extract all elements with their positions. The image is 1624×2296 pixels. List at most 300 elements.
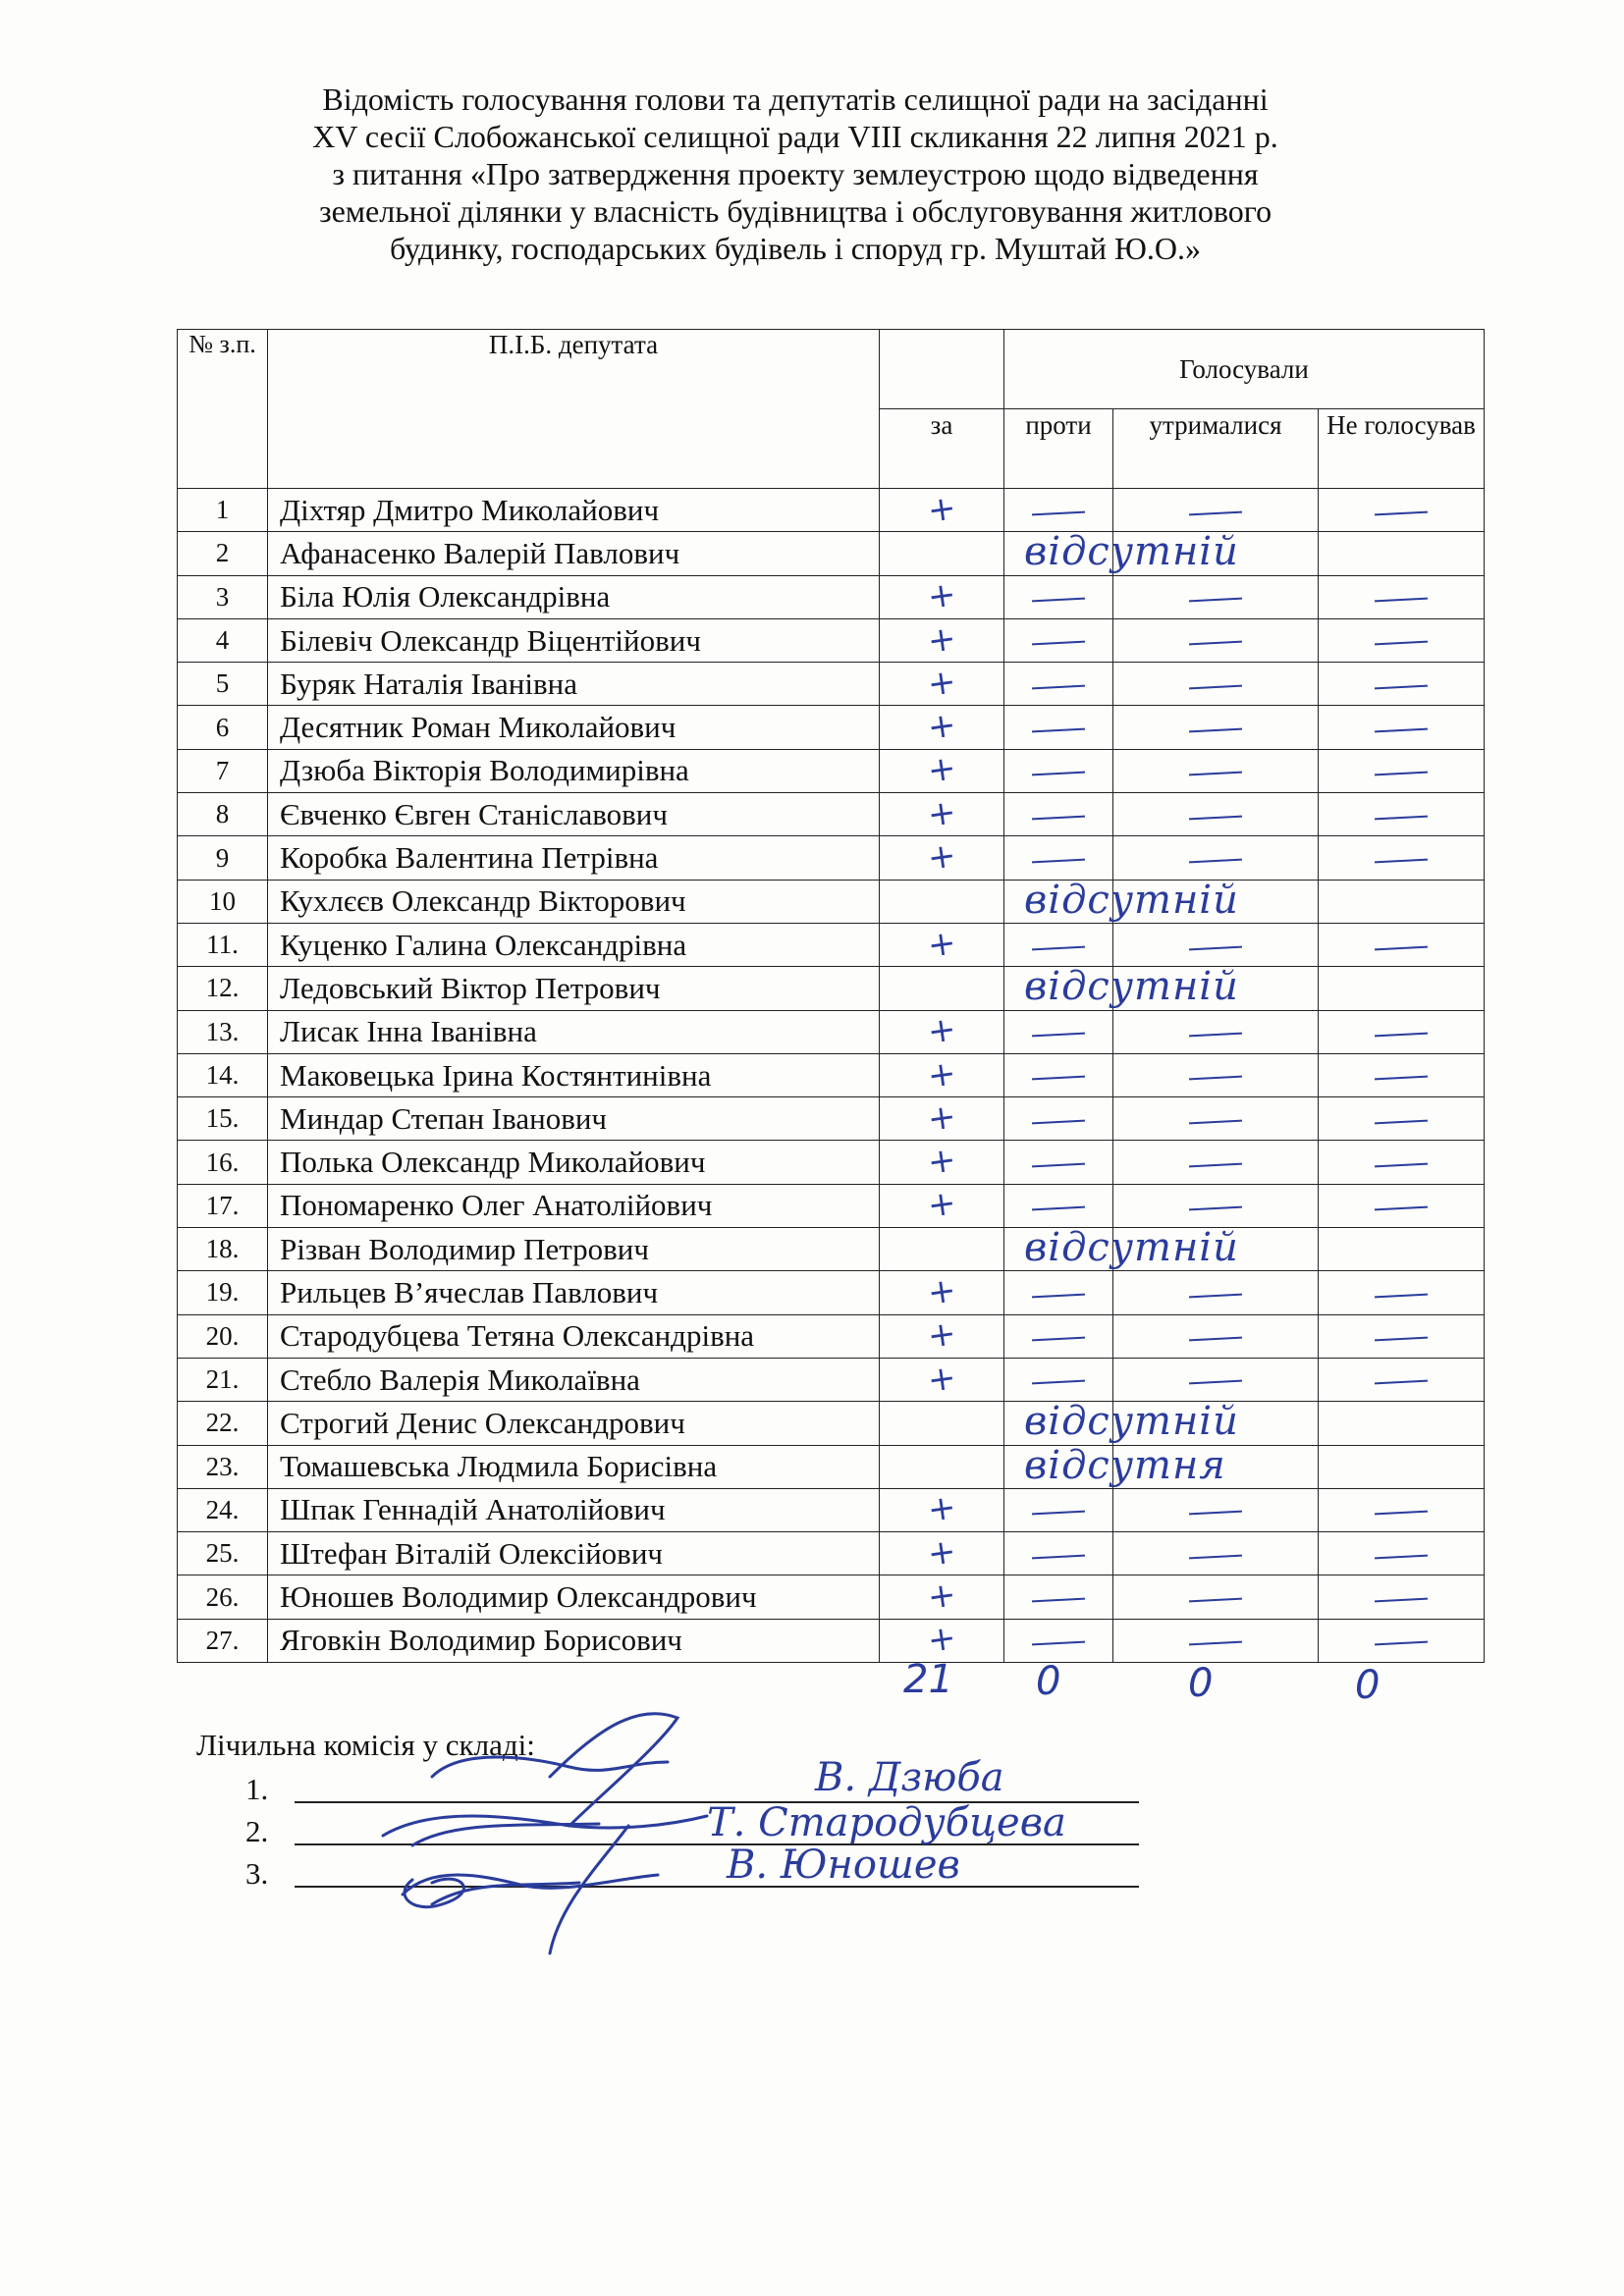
dash-mark — [1032, 1337, 1085, 1342]
absent-note: відсутній — [1024, 964, 1239, 1010]
dash-mark — [1189, 945, 1242, 950]
vote-for-cell — [880, 706, 1004, 749]
vote-not-voted-cell — [1319, 706, 1485, 749]
table-row — [178, 1402, 1485, 1445]
vote-not-voted-cell — [1319, 489, 1485, 532]
vote-not-voted-cell — [1319, 1358, 1485, 1401]
vote-abstained-cell — [1113, 618, 1319, 662]
dash-mark — [1032, 815, 1085, 820]
dash-mark — [1189, 1163, 1242, 1168]
vote-for-cell — [880, 1575, 1004, 1619]
deputy-name: Рильцев В’ячеслав Павлович — [268, 1271, 880, 1314]
total-for: 21 — [903, 1657, 953, 1702]
absent-note: відсутня — [1024, 1442, 1226, 1488]
vote-for-cell — [880, 575, 1004, 618]
vote-abstained-cell — [1113, 1053, 1319, 1096]
table-row — [178, 489, 1485, 532]
vote-for-cell — [880, 618, 1004, 662]
vote-for-cell — [880, 1488, 1004, 1531]
vote-not-voted-cell — [1319, 749, 1485, 792]
deputy-name: Полька Олександр Миколайович — [268, 1141, 880, 1184]
plus-mark: + — [925, 1313, 958, 1358]
dash-mark — [1032, 684, 1085, 689]
table-row — [178, 880, 1485, 923]
dash-mark — [1032, 598, 1085, 603]
header-voted: Голосували — [1004, 330, 1485, 409]
dash-mark — [1032, 772, 1085, 776]
row-number: 23. — [178, 1445, 268, 1488]
vote-for-cell — [880, 1445, 1004, 1488]
vote-against-cell — [1004, 1532, 1113, 1575]
vote-not-voted-cell — [1319, 1314, 1485, 1358]
table-row — [178, 749, 1485, 792]
dash-mark — [1032, 1511, 1085, 1516]
plus-mark: + — [925, 791, 958, 835]
dash-mark — [1189, 598, 1242, 603]
vote-against-cell — [1004, 1358, 1113, 1401]
dash-mark — [1189, 1119, 1242, 1124]
dash-mark — [1375, 772, 1428, 776]
dash-mark — [1375, 1033, 1428, 1038]
vote-abstained-cell — [1113, 575, 1319, 618]
deputy-name: Миндар Степан Іванович — [268, 1097, 880, 1141]
vote-for-cell — [880, 836, 1004, 880]
deputy-name: Стебло Валерія Миколаївна — [268, 1358, 880, 1401]
commission-member-1 — [245, 1772, 285, 1807]
absent-note: відсутній — [1024, 877, 1239, 923]
commission-member-2 — [245, 1814, 285, 1849]
vote-not-voted-cell — [1319, 880, 1485, 923]
plus-mark: + — [925, 1357, 958, 1401]
dash-mark — [1189, 772, 1242, 776]
dash-mark — [1375, 1206, 1428, 1211]
row-number: 18. — [178, 1228, 268, 1271]
plus-mark: + — [925, 835, 958, 879]
vote-abstained-cell — [1113, 836, 1319, 880]
dash-mark — [1375, 510, 1428, 515]
table-row — [178, 532, 1485, 575]
dash-mark — [1375, 1641, 1428, 1646]
member-name-handwritten: Т. Стародубцева — [707, 1800, 1066, 1845]
dash-mark — [1189, 1554, 1242, 1559]
vote-for-cell — [880, 1141, 1004, 1184]
row-number: 15. — [178, 1097, 268, 1141]
row-number: 26. — [178, 1575, 268, 1619]
table-body — [178, 489, 1485, 1663]
vote-for-cell — [880, 1532, 1004, 1575]
plus-mark: + — [925, 1487, 958, 1531]
total-not-voted: 0 — [1355, 1663, 1380, 1708]
plus-mark: + — [925, 662, 958, 705]
dash-mark — [1375, 1293, 1428, 1298]
vote-not-voted-cell — [1319, 1141, 1485, 1184]
dash-mark — [1032, 1163, 1085, 1168]
header-blank — [880, 330, 1004, 409]
title-line: будинку, господарських будівель і споруд гр. Муштай Ю.О.» — [389, 231, 1202, 266]
dash-mark — [1032, 858, 1085, 863]
member-number: 3. — [245, 1856, 269, 1891]
vote-abstained-cell — [1113, 967, 1319, 1010]
dash-mark — [1375, 728, 1428, 733]
vote-abstained-cell — [1113, 880, 1319, 923]
deputy-name: Буряк Наталія Іванівна — [268, 663, 880, 706]
header-abstained: утрималися — [1113, 409, 1319, 489]
vote-against-cell — [1004, 706, 1113, 749]
row-number: 11. — [178, 923, 268, 966]
absent-note: відсутній — [1024, 1225, 1239, 1271]
dash-mark — [1032, 945, 1085, 950]
table-row — [178, 1097, 1485, 1141]
row-number: 5 — [178, 663, 268, 706]
dash-mark — [1189, 1511, 1242, 1516]
dash-mark — [1189, 1598, 1242, 1603]
deputy-name: Євченко Євген Станіславович — [268, 793, 880, 836]
dash-mark — [1032, 1119, 1085, 1124]
vote-against-cell — [1004, 575, 1113, 618]
dash-mark — [1189, 728, 1242, 733]
plus-mark: + — [925, 1618, 958, 1662]
vote-abstained-cell — [1113, 923, 1319, 966]
absent-note: відсутній — [1024, 529, 1239, 575]
vote-against-cell — [1004, 663, 1113, 706]
dash-mark — [1189, 1641, 1242, 1646]
vote-not-voted-cell — [1319, 1619, 1485, 1662]
dash-mark — [1032, 1033, 1085, 1038]
row-number: 10 — [178, 880, 268, 923]
table-row — [178, 1228, 1485, 1271]
vote-against-cell — [1004, 1141, 1113, 1184]
dash-mark — [1375, 1554, 1428, 1559]
vote-abstained-cell — [1113, 793, 1319, 836]
header-number: № з.п. — [178, 330, 268, 489]
dash-mark — [1032, 1076, 1085, 1081]
title-line: з питання «Про затвердження проекту землеустрою щодо відведення — [332, 156, 1259, 191]
vote-against-cell — [1004, 1442, 1226, 1488]
vote-against-cell — [1004, 1314, 1113, 1358]
vote-against-cell — [1004, 1184, 1113, 1227]
table-row — [178, 1010, 1485, 1053]
vote-abstained-cell — [1113, 1445, 1319, 1488]
table-row — [178, 1619, 1485, 1662]
dash-mark — [1189, 858, 1242, 863]
row-number: 8 — [178, 793, 268, 836]
vote-against-cell — [1004, 836, 1113, 880]
dash-mark — [1032, 1206, 1085, 1211]
vote-not-voted-cell — [1319, 1445, 1485, 1488]
vote-abstained-cell — [1113, 1314, 1319, 1358]
vote-against-cell — [1004, 793, 1113, 836]
vote-abstained-cell — [1113, 1575, 1319, 1619]
header-for: за — [880, 409, 1004, 489]
vote-not-voted-cell — [1319, 836, 1485, 880]
deputy-name: Лисак Інна Іванівна — [268, 1010, 880, 1053]
dash-mark — [1032, 1380, 1085, 1385]
table-row — [178, 618, 1485, 662]
vote-for-cell — [880, 532, 1004, 575]
absent-note: відсутній — [1024, 1399, 1239, 1445]
vote-for-cell — [880, 880, 1004, 923]
commission-member-3 — [245, 1856, 285, 1892]
vote-not-voted-cell — [1319, 1228, 1485, 1271]
member-number: 2. — [245, 1814, 269, 1848]
deputy-name: Десятник Роман Миколайович — [268, 706, 880, 749]
vote-not-voted-cell — [1319, 1097, 1485, 1141]
commission-label: Лічильна комісія у складі: — [196, 1728, 535, 1762]
vote-against-cell — [1004, 489, 1113, 532]
plus-mark: + — [925, 748, 958, 792]
vote-not-voted-cell — [1319, 1402, 1485, 1445]
deputy-name: Різван Володимир Петрович — [268, 1228, 880, 1271]
vote-abstained-cell — [1113, 1619, 1319, 1662]
row-number: 12. — [178, 967, 268, 1010]
table-row — [178, 793, 1485, 836]
row-number: 22. — [178, 1402, 268, 1445]
table-row — [178, 1184, 1485, 1227]
header-not-voted: Не голосував — [1319, 409, 1485, 489]
vote-abstained-cell — [1113, 749, 1319, 792]
voting-table — [177, 329, 1485, 1663]
vote-for-cell — [880, 1402, 1004, 1445]
vote-for-cell — [880, 1184, 1004, 1227]
deputy-name: Юношев Володимир Олександрович — [268, 1575, 880, 1619]
table-row — [178, 1141, 1485, 1184]
table-row — [178, 836, 1485, 880]
vote-abstained-cell — [1113, 1141, 1319, 1184]
vote-not-voted-cell — [1319, 1575, 1485, 1619]
vote-against-cell — [1004, 1053, 1113, 1096]
row-number: 6 — [178, 706, 268, 749]
dash-mark — [1032, 510, 1085, 515]
vote-abstained-cell — [1113, 489, 1319, 532]
table-row — [178, 967, 1485, 1010]
deputy-name: Шпак Геннадій Анатолійович — [268, 1488, 880, 1531]
row-number: 4 — [178, 618, 268, 662]
vote-for-cell — [880, 749, 1004, 792]
deputy-name: Білевіч Олександр Віцентійович — [268, 618, 880, 662]
vote-not-voted-cell — [1319, 532, 1485, 575]
dash-mark — [1032, 1554, 1085, 1559]
row-number: 9 — [178, 836, 268, 880]
vote-for-cell — [880, 1228, 1004, 1271]
vote-for-cell — [880, 967, 1004, 1010]
table-row — [178, 1271, 1485, 1314]
plus-mark: + — [925, 1096, 958, 1140]
vote-against-cell — [1004, 1097, 1113, 1141]
vote-not-voted-cell — [1319, 1053, 1485, 1096]
vote-not-voted-cell — [1319, 1532, 1485, 1575]
title-line: земельної ділянки у власність будівництва і обслуговування житлового — [318, 193, 1272, 229]
dash-mark — [1375, 1598, 1428, 1603]
vote-abstained-cell — [1113, 1010, 1319, 1053]
vote-not-voted-cell — [1319, 967, 1485, 1010]
dash-mark — [1032, 728, 1085, 733]
vote-against-cell — [1004, 1271, 1113, 1314]
plus-mark: + — [925, 922, 958, 966]
row-number: 27. — [178, 1619, 268, 1662]
dash-mark — [1189, 1076, 1242, 1081]
vote-abstained-cell — [1113, 1488, 1319, 1531]
row-number: 3 — [178, 575, 268, 618]
dash-mark — [1032, 1293, 1085, 1298]
table-row — [178, 706, 1485, 749]
member-name-handwritten: В. Юношев — [727, 1842, 960, 1888]
row-number: 7 — [178, 749, 268, 792]
vote-for-cell — [880, 1053, 1004, 1096]
header-against: проти — [1004, 409, 1113, 489]
dash-mark — [1189, 510, 1242, 515]
plus-mark: + — [925, 1530, 958, 1575]
deputy-name: Коробка Валентина Петрівна — [268, 836, 880, 880]
vote-not-voted-cell — [1319, 1488, 1485, 1531]
total-against: 0 — [1036, 1659, 1061, 1704]
member-name-handwritten: В. Дзюба — [815, 1755, 1004, 1800]
dash-mark — [1375, 1163, 1428, 1168]
dash-mark — [1189, 1033, 1242, 1038]
row-number: 1 — [178, 489, 268, 532]
vote-against-cell — [1004, 964, 1239, 1010]
plus-mark: + — [925, 1183, 958, 1227]
vote-not-voted-cell — [1319, 1271, 1485, 1314]
deputy-name: Діхтяр Дмитро Миколайович — [268, 489, 880, 532]
dash-mark — [1189, 641, 1242, 646]
vote-against-cell — [1004, 618, 1113, 662]
dash-mark — [1375, 641, 1428, 646]
table-row — [178, 1575, 1485, 1619]
vote-abstained-cell — [1113, 706, 1319, 749]
dash-mark — [1189, 1380, 1242, 1385]
vote-against-cell — [1004, 1399, 1239, 1445]
signatures-image — [373, 1708, 785, 1963]
plus-mark: + — [925, 617, 958, 662]
deputy-name: Кухлєєв Олександр Вікторович — [268, 880, 880, 923]
vote-against-cell — [1004, 1488, 1113, 1531]
vote-for-cell — [880, 1097, 1004, 1141]
vote-not-voted-cell — [1319, 923, 1485, 966]
vote-against-cell — [1004, 923, 1113, 966]
plus-mark: + — [925, 574, 958, 618]
vote-for-cell — [880, 1314, 1004, 1358]
vote-against-cell — [1004, 1575, 1113, 1619]
dash-mark — [1189, 1337, 1242, 1342]
dash-mark — [1189, 684, 1242, 689]
vote-for-cell — [880, 663, 1004, 706]
plus-mark: + — [925, 1052, 958, 1096]
vote-abstained-cell — [1113, 1402, 1319, 1445]
vote-for-cell — [880, 1358, 1004, 1401]
deputy-name: Маковецька Ірина Костянтинівна — [268, 1053, 880, 1096]
row-number: 2 — [178, 532, 268, 575]
member-number: 1. — [245, 1772, 269, 1806]
plus-mark: + — [925, 1009, 958, 1052]
table-row — [178, 1532, 1485, 1575]
plus-mark: + — [925, 1140, 958, 1183]
vote-against-cell — [1004, 1010, 1113, 1053]
vote-for-cell — [880, 489, 1004, 532]
row-number: 25. — [178, 1532, 268, 1575]
vote-totals — [864, 1657, 1492, 1706]
table-row — [178, 1314, 1485, 1358]
title-line: Відомість голосування голови та депутатів селищної ради на засіданні — [322, 81, 1269, 117]
deputy-name: Томашевська Людмила Борисівна — [268, 1445, 880, 1488]
vote-against-cell — [1004, 749, 1113, 792]
table-row — [178, 1445, 1485, 1488]
vote-for-cell — [880, 1619, 1004, 1662]
table-row — [178, 1053, 1485, 1096]
title-line: XV сесії Слобожанської селищної ради VIII скликання 22 липня 2021 р. — [312, 119, 1278, 154]
dash-mark — [1375, 1076, 1428, 1081]
deputy-name: Пономаренко Олег Анатолійович — [268, 1184, 880, 1227]
deputy-name: Стародубцева Тетяна Олександрівна — [268, 1314, 880, 1358]
dash-mark — [1032, 1598, 1085, 1603]
vote-not-voted-cell — [1319, 793, 1485, 836]
dash-mark — [1375, 1119, 1428, 1124]
row-number: 19. — [178, 1271, 268, 1314]
row-number: 17. — [178, 1184, 268, 1227]
row-number: 13. — [178, 1010, 268, 1053]
row-number: 21. — [178, 1358, 268, 1401]
document-title — [177, 80, 1414, 267]
dash-mark — [1189, 815, 1242, 820]
vote-abstained-cell — [1113, 1184, 1319, 1227]
deputy-name: Куценко Галина Олександрівна — [268, 923, 880, 966]
dash-mark — [1375, 598, 1428, 603]
dash-mark — [1375, 1337, 1428, 1342]
vote-abstained-cell — [1113, 532, 1319, 575]
vote-against-cell — [1004, 1225, 1239, 1271]
deputy-name: Біла Юлія Олександрівна — [268, 575, 880, 618]
row-number: 14. — [178, 1053, 268, 1096]
vote-not-voted-cell — [1319, 1010, 1485, 1053]
dash-mark — [1189, 1206, 1242, 1211]
header-name: П.І.Б. депутата — [268, 330, 880, 489]
vote-abstained-cell — [1113, 1271, 1319, 1314]
table-row — [178, 575, 1485, 618]
dash-mark — [1375, 684, 1428, 689]
dash-mark — [1375, 1511, 1428, 1516]
dash-mark — [1032, 641, 1085, 646]
dash-mark — [1375, 815, 1428, 820]
vote-not-voted-cell — [1319, 618, 1485, 662]
deputy-name: Афанасенко Валерій Павлович — [268, 532, 880, 575]
vote-abstained-cell — [1113, 1097, 1319, 1141]
vote-not-voted-cell — [1319, 575, 1485, 618]
row-number: 20. — [178, 1314, 268, 1358]
plus-mark: + — [925, 487, 958, 531]
deputy-name: Штефан Віталій Олексійович — [268, 1532, 880, 1575]
dash-mark — [1375, 945, 1428, 950]
deputy-name: Строгий Денис Олександрович — [268, 1402, 880, 1445]
table-row — [178, 1488, 1485, 1531]
vote-against-cell — [1004, 1619, 1113, 1662]
total-abstained: 0 — [1188, 1661, 1214, 1706]
row-number: 24. — [178, 1488, 268, 1531]
dash-mark — [1375, 1380, 1428, 1385]
vote-for-cell — [880, 793, 1004, 836]
deputy-name: Дзюба Вікторія Володимирівна — [268, 749, 880, 792]
vote-abstained-cell — [1113, 1228, 1319, 1271]
vote-for-cell — [880, 1010, 1004, 1053]
plus-mark: + — [925, 1575, 958, 1618]
vote-against-cell — [1004, 529, 1239, 575]
deputy-name: Ледовський Віктор Петрович — [268, 967, 880, 1010]
table-row — [178, 663, 1485, 706]
dash-mark — [1375, 858, 1428, 863]
table-row — [178, 923, 1485, 966]
vote-abstained-cell — [1113, 1358, 1319, 1401]
dash-mark — [1189, 1293, 1242, 1298]
vote-for-cell — [880, 1271, 1004, 1314]
vote-for-cell — [880, 923, 1004, 966]
